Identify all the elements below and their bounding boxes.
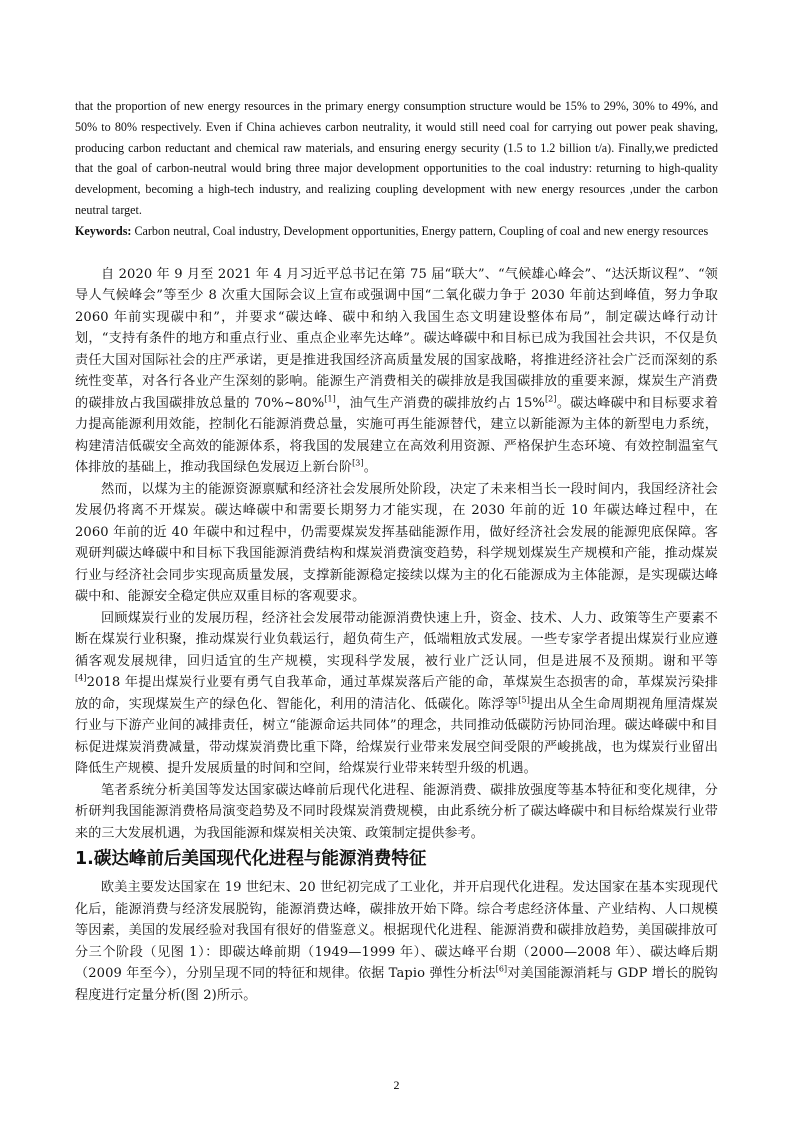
citation-ref: [3] <box>352 458 364 468</box>
section-heading: 1.碳达峰前后美国现代化进程与能源消费特征 <box>75 849 427 870</box>
text-segment: 自 2020 年 9 月至 2021 年 4 月习近平总书记在第 75 届“联大”、“气候雄心峰会”、“达沃斯议程”、“领导人气候峰会”等至少 8 次重大国际会议上宣布或强调中国“二氧化碳力争于 2030 年前达到峰值，努力争取 2060 年前实现碳中和”，并要求“碳达峰、碳中和纳入我国生态文明建设整体布局”，制定碳达峰行动计划，“支持有条件的地方和重点行业、重点企业率先达峰”。碳达峰碳中和目标已成为我国社会共识，不仅是负责任大国对国际社会的庄严承诺，更是推进我国经济高质量发展的国家战略，将推进经济社会广泛而深刻的系统性变革，对各行各业产生深刻的影响。能源生产消费相关的碳排放是我国碳排放的重要来源，煤炭生产消费的碳排放占我国碳排放总量的 70%~80% <box>75 266 718 411</box>
citation-ref: [4] <box>75 673 87 683</box>
citation-ref: [1] <box>324 394 336 404</box>
spacer <box>75 242 718 264</box>
keywords-text: Carbon neutral, Coal industry, Development opportunities, Energy pattern, Coupling of coal and new energy resources <box>131 223 709 238</box>
section1-paragraph-1 <box>75 877 718 1006</box>
text-segment: 回顾煤炭行业的发展历程，经济社会发展带动能源消费快速上升，资金、技术、人力、政策等生产要素不断在煤炭行业积聚，推动煤炭行业负载运行，超负荷生产，低端粗放式发展。一些专家学者提出煤炭行业应遵循客观发展规律，回归适宜的生产规模，实现科学发展，被行业广泛认同，但是进展不及预期。谢和平等 <box>75 610 718 669</box>
intro-paragraph-2: 然而，以煤为主的能源资源禀赋和经济社会发展所处阶段，决定了未来相当长一段时间内，我国经济社会发展仍将离不开煤炭。碳达峰碳中和需要长期努力才能实现，在 2030 年前的近 10 年碳达峰过程中，在 2060 年前的近 40 年碳中和过程中，仍需要煤炭发挥基础能源作用，做好经济社会发展的能源兜底保障。客观研判碳达峰碳中和目标下我国能源消费结构和煤炭消费演变趋势，科学规划煤炭生产规模和产能，推动煤炭行业与经济社会同步实现高质量发展，支撑新能源稳定接续以煤为主的化石能源成为主体能源，是实现碳达峰碳中和、能源安全稳定供应双重目标的客观要求。 <box>75 481 718 605</box>
text-segment: 对美国能源消耗与 GDP 增长的脱钩程度进行定量分析(图 2)所示。 <box>75 966 718 1003</box>
text-segment: 提出从全生命周期视角厘清煤炭行业与下游产业间的减排责任，树立“能源命运共同体”的理念，共同推动低碳防污协同治理。碳达峰碳中和目标促进煤炭消费减量，带动煤炭消费比重下降，给煤炭行业带来发展空间受限的严峻挑战，也为煤炭行业留出降低生产规模、提升发展质量的时间和空间，给煤炭行业带来转型升级的机遇。 <box>75 696 718 777</box>
text-segment: 。 <box>363 460 377 476</box>
abstract-english: that the proportion of new energy resources in the primary energy consumption structure would be 15% to 29%, 30% to 49%, and 50% to 80% respectively. Even if China achieves carbon neutrality, it would still need coal for carrying out power peak shaving, producing carbon reductant and chemical raw materials, and ensuring energy security (1.5 to 1.2 billion t/a). Finally,we predicted that the goal of carbon-neutral would bring three major development opportunities to the coal industry: returning to high-quality development, becoming a high-tech industry, and realizing coupling development with new energy resources ,under the carbon neutral target. <box>75 99 718 217</box>
keywords-label: Keywords: <box>75 223 132 238</box>
page-number: 2 <box>393 1078 400 1092</box>
text-segment: 欧美主要发达国家在 19 世纪末、20 世纪初完成了工业化，并开启现代化进程。发达国家在基本实现现代化后，能源消费与经济发展脱钩，能源消费达峰，碳排放开始下降。综合考虑经济体量、产业结构、人口规模等因素，美国的发展经验对我国有很好的借鉴意义。根据现代化进程、能源消费和碳排放趋势，美国碳排放可分三个阶段（见图 1）：即碳达峰前期（1949—1999 年）、碳达峰平台期（2000—2008 年）、碳达峰后期（2009 年至今），分别呈现不同的特征和规律。依据 Tapio 弹性分析法 <box>75 880 718 982</box>
text-segment: ，油气生产消费的碳排放约占 15% <box>335 395 545 411</box>
text-segment: 。碳达峰碳中和目标要求着力提高能源利用效能，控制化石能源消费总量，实施可再生能源替代，建立以新能源为主体的新型电力系统，构建清洁低碳安全高效的能源体系，将我国的发展建立在高效利用资源、严格保护生态环境、有效控制温室气体排放的基础上，推动我国绿色发展迈上新台阶 <box>75 395 719 476</box>
citation-ref: [2] <box>544 394 557 404</box>
keywords <box>75 221 718 242</box>
citation-ref: [5] <box>518 695 530 705</box>
text-segment: 2018 年提出煤炭行业要有勇气自我革命，通过革煤炭落后产能的命，革煤炭生态损害的命，革煤炭污染排放的命，实现煤炭生产的绿色化、智能化，利用的清洁化、低碳化。陈浮等 <box>75 675 718 712</box>
page-body <box>75 96 718 1006</box>
intro-paragraph-3 <box>75 608 718 780</box>
intro-paragraph-1 <box>75 264 718 479</box>
citation-ref: [6] <box>495 964 508 974</box>
intro-paragraph-4: 笔者系统分析美国等发达国家碳达峰前后现代化进程、能源消费、碳排放强度等基本特征和变化规律，分析研判我国能源消费格局演变趋势及不同时段煤炭消费规模，由此系统分析了碳达峰碳中和目标给煤炭行业带来的三大发展机遇，为我国能源和煤炭相关决策、政策制定提供参考。 <box>75 782 718 841</box>
